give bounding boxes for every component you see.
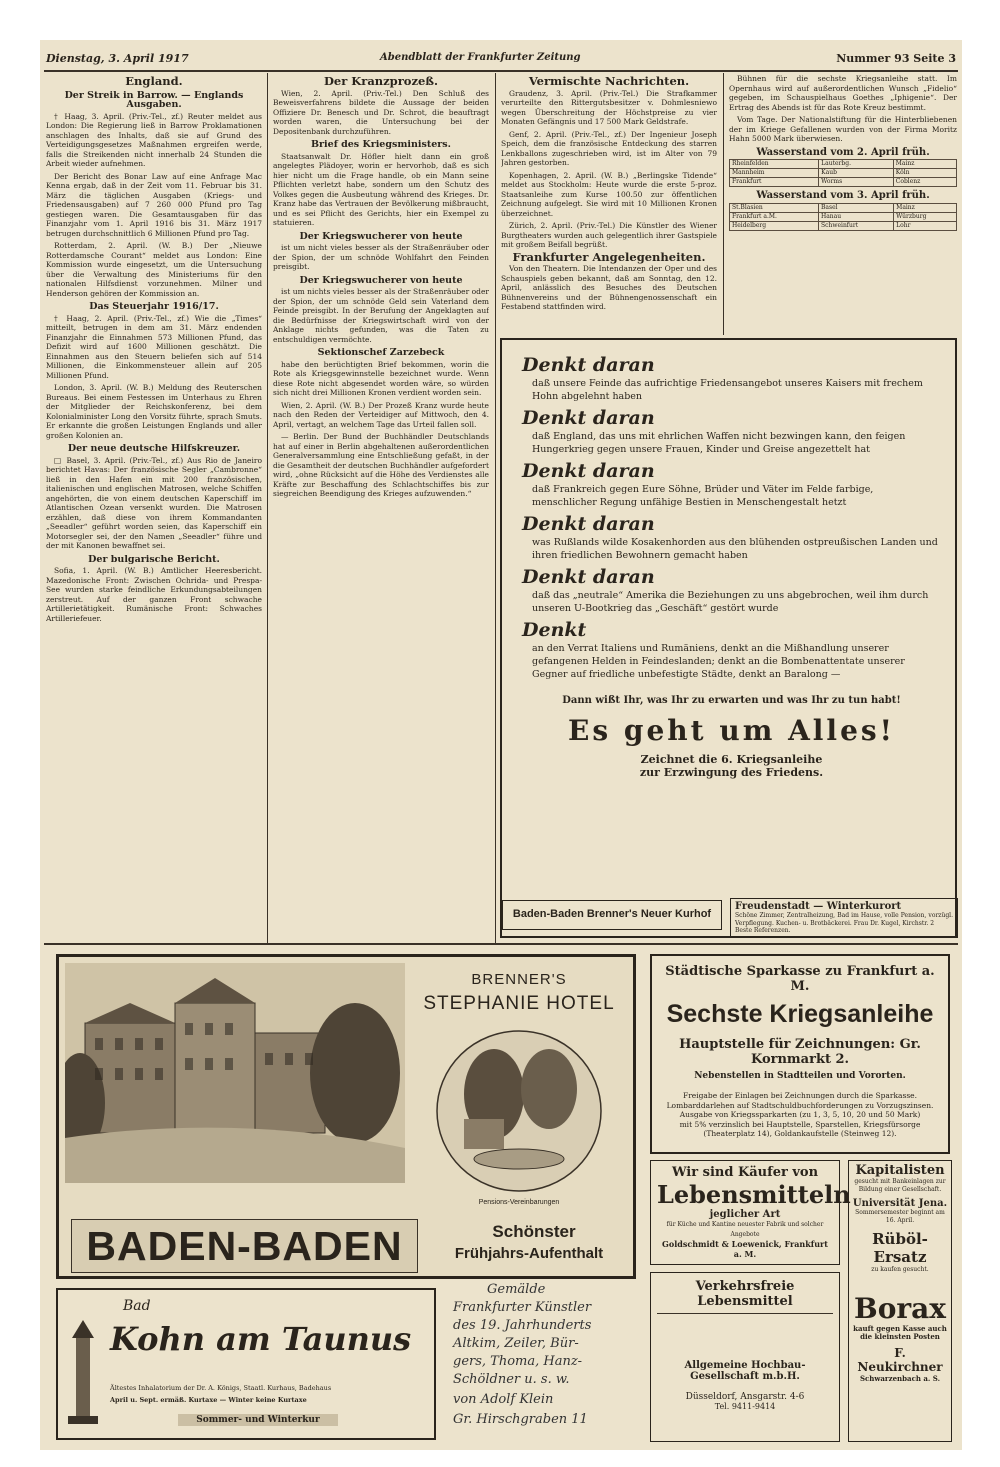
ad-fruehjahr: Frühjahrs-Aufenthalt (454, 1245, 604, 1262)
ad-freudenstadt-ref: Beste Referenzen. (735, 927, 791, 934)
handwritten-line: Schöldner u. s. w. (453, 1372, 570, 1387)
heading-wasserstand-2: Wasserstand vom 3. April früh. (756, 190, 930, 201)
heading-kriegswucherer: Der Kriegswucherer von heute (299, 230, 463, 242)
heading-brief: Brief des Kriegsministers. (311, 139, 451, 150)
heading-kranzprozess: Der Kranzprozeß. (323, 74, 439, 88)
table-cell: Basel (819, 203, 894, 212)
table-cell: Worms (819, 178, 894, 187)
article-paragraph: Genf, 2. April. (Priv.-Tel., zf.) Der Ingenieur Joseph Speich, dem die französische Entdeckung des starren Lenkballons zugeschrieben wird, ist im Alter von 79 Jahren gestorben. (501, 129, 717, 167)
heading-england: England. (125, 74, 183, 88)
ad-ruebol-text: zu kaufen gesucht. (871, 1266, 929, 1273)
handwritten-line: gers, Thoma, Hanz- (453, 1354, 583, 1369)
heading-frankfurter: Frankfurter Angelegenheiten. (512, 249, 706, 264)
ad-freudenstadt-title: Freudenstadt — Winterkurort (735, 901, 902, 912)
ad-kapitalisten-text: gesucht mit Bankeinlagen zur Bildung einer Gesellschaft. (854, 1178, 946, 1193)
ad-verkehrsfrei-address: Düsseldorf, Ansgarstr. 4-6 (685, 1392, 805, 1402)
ad-kapitalisten: Kapitalisten (855, 1163, 945, 1178)
handwritten-line: Gemälde (487, 1282, 546, 1297)
column-kranzprozess (273, 74, 489, 934)
handwritten-line: Altkim, Zeiler, Bür- (453, 1336, 579, 1351)
garden-illustration (434, 1029, 604, 1194)
newspaper-page (40, 40, 962, 1450)
article-paragraph: Wien, 2. April. (Priv.-Tel.) Den Schluß des Beweisverfahrens bildete die Aussage der beiden Offiziere Dr. Benesch und Dr. Schrot, die beauftragt worden waren, die Untersuchung bei der Depositenbank durchzuführen. (273, 88, 489, 136)
ad-freudenstadt (730, 898, 958, 938)
article-paragraph: Wien, 2. April. (W. B.) Der Prozeß Kranz wurde heute nach den Reden der Verteidiger auf Mittwoch, den 4. April, vertagt, an welchem Tage das Urteil fallen soll. (273, 400, 489, 429)
ad-verkehrsfrei-company: Allgemeine Hochbau-Gesellschaft m.b.H. (684, 1360, 806, 1382)
table-cell: St.Blasien (730, 203, 819, 212)
ad-text: an den Verrat Italiens und Rumäniens, denkt an die Mißhandlung unserer gefangenen Helden in Feindeslanden; denkt an die Bombenattentate unserer Gegner auf friedliche unbefestigte Städte, denkt an Baralong — (532, 643, 905, 680)
ad-heading: Denkt daran (522, 460, 655, 482)
header-rule (44, 70, 958, 72)
ad-kohn-bad: Bad (123, 1298, 151, 1314)
handwritten-line: des 19. Jahrhunderts (453, 1318, 592, 1333)
table-cell: Heidelberg (730, 221, 819, 230)
ad-brenner-text: Baden-Baden Brenner's Neuer Kurhof (512, 908, 712, 920)
heading-bulgarisch: Der bulgarische Bericht. (88, 553, 220, 565)
ad-sparkasse-headline: Sechste Kriegsanleihe (666, 1000, 934, 1028)
heading-vermischte: Vermischte Nachrichten. (528, 74, 690, 88)
column-vermischtes (501, 74, 717, 332)
heading-sektionschef: Sektionschef Zarzebeck (317, 347, 445, 358)
article-paragraph: Graudenz, 3. April. (Priv.-Tel.) Die Strafkammer verurteilte den Rittergutsbesitzer v. Dohmlesniewo wegen Überschreitung der Höchstpreise zu vier Monaten Gefängnis und 17 500 Mark Geldstrafe. (501, 88, 717, 126)
ad-heading: Denkt (522, 619, 587, 641)
table-cell: Mainz (894, 203, 957, 212)
ad-sparkasse-line: Freigabe der Einlagen bei Zeichnungen durch die Sparkasse. (683, 1091, 917, 1100)
ad-sparkasse-line: Lombarddarlehen auf Stadtschuldbuchforderungen zu Vorzugszinsen. (666, 1100, 934, 1110)
ad-then: Dann wißt Ihr, was Ihr zu erwarten und was Ihr zu tun habt! (562, 695, 901, 706)
article-paragraph: □ Basel, 3. April. (Priv.-Tel., zf.) Aus Rio de Janeiro berichtet Havas: Der französische Segler „Cambronne“ ließ in den Hafen ein mit 200 französischen, italienischen und englischen Matrosen, welche Schiffen angehörten, die von einem deutschen Kaperschiff im Atlantischen Ozean versenkt wurden. Die Matrosen erzählen, daß diese von ihrem Kommandanten „Seeadler“ geführt worden seien, das Kaperschiff ein Motorsegler sei, der den Namen „Seeadler“ führe und der mit Kanonen bewaffnet sei. (46, 455, 262, 550)
ad-lebensmittel-line: jeglicher Art (709, 1209, 781, 1220)
table-cell: Mannheim (730, 169, 819, 178)
ad-text: daß unsere Feinde das aufrichtige Friedensangebot unseres Kaisers mit frechem Hohn abgelehnt haben (532, 378, 923, 402)
table-cell: Frankfurt (730, 178, 819, 187)
table-cell: Rheinfelden (730, 160, 819, 169)
ad-verkehrsfrei (650, 1272, 840, 1442)
ad-pension: Pensions-Vereinbarungen (478, 1199, 560, 1206)
ad-text: daß England, das uns mit ehrlichen Waffen nicht bezwingen kann, den feigen Hungerkrieg gegen unsere Frauen, Kinder und Greise angezettelt hat (532, 431, 906, 455)
ad-schoenster: Schönster (492, 1222, 576, 1241)
water-level-table-1 (729, 159, 957, 187)
article-paragraph: Von den Theatern. Die Intendanzen der Oper und des Schauspiels geben bekannt, daß am Sonntag, den 12. April, anlässlich des Besuches des Deutschen Bühnenvereins und der Bühnengenossenschaft ein Festabend stattfinden wird. (501, 264, 717, 311)
article-paragraph: Kopenhagen, 2. April. (W. B.) „Berlingske Tidende“ meldet aus Stockholm: Heute wurde die erste 5-proz. Staatsanleihe zum Kurse 100.50 zur öffentlichen Zeichnung aufgelegt. Sie wird mit 10 Millionen Kronen überzeichnet. (501, 170, 717, 218)
heading-kriegswucherer-2: Der Kriegswucherer von heute (299, 274, 463, 286)
ad-verkehrsfrei-title: Verkehrsfreie Lebensmittel (657, 1279, 833, 1314)
ad-sparkasse-title: Städtische Sparkasse zu Frankfurt a. M. (665, 964, 935, 994)
table-cell: Hanau (819, 212, 894, 221)
tower-illustration (66, 1318, 100, 1428)
handwritten-line: Gr. Hirschgraben 11 (453, 1412, 588, 1427)
article-paragraph: ist um nichts vieles besser als der Straßenräuber oder der Spion, der um schnöde Geld sein Vaterland dem Feinde preisgibt. In der Berufung der Angeklagten auf die Bedürfnisse der Kriegswirtschaft wird von der Anklage nichts gefunden, was die Taten zu entschuldigen vermöchte. (273, 287, 489, 344)
table-cell: Coblenz (893, 178, 956, 187)
article-paragraph: Bühnen für die sechste Kriegsanleihe statt. Im Opernhaus wird auf außerordentlichen Wunsch „Fidelio“ gegeben, im Schauspielhaus Goethes „Iphigenie“. Der Ertrag des Abends ist für das Rote Kreuz bestimmt. (729, 74, 957, 112)
ad-baden-title: BADEN-BADEN (71, 1219, 418, 1273)
article-paragraph: Vom Tage. Der Nationalstiftung für die Hinterbliebenen der im Kriege Gefallenen wurden von der Firma Moritz Hahn 5000 Mark überwiesen. (729, 115, 957, 143)
article-paragraph: habe den berüchtigten Brief bekommen, worin die Rote als Kriegsgewinnstelle bezeichnet wurde. Wenn diese Rote nicht abgesendet worden wäre, so würden sich nicht drei Millionen Kronen verdient worden sein. (273, 359, 489, 397)
header-date: Dienstag, 3. April 1917 (46, 52, 189, 65)
heading-wasserstand-1: Wasserstand vom 2. April früh. (756, 146, 930, 158)
column-divider (495, 73, 496, 943)
ad-lebensmittel-firm: Goldschmidt & Loewenick, Frankfurt a. M. (662, 1239, 828, 1259)
ad-borax-place: Schwarzenbach a. S. (859, 1373, 941, 1383)
ad-stephanie-hotel: STEPHANIE HOTEL (423, 993, 615, 1014)
hotel-illustration (65, 963, 405, 1183)
ad-sign-2: zur Erzwingung des Friedens. (639, 766, 824, 779)
table-cell: Mainz (893, 160, 956, 169)
ad-lebensmittel-line: Wir sind Käufer von (671, 1165, 819, 1180)
ad-heading: Denkt daran (522, 407, 655, 429)
header-paper: Abendblatt der Frankfurter Zeitung (380, 52, 581, 63)
ad-borax: Borax (854, 1291, 946, 1325)
ad-brenners: BRENNER'S (471, 971, 567, 988)
table-cell: Frankfurt a.M. (730, 212, 819, 221)
ad-sparkasse-line: Ausgabe von Kriegssparkarten (zu 1, 3, 5, 10, 20 und 50 Mark) (679, 1110, 921, 1119)
article-paragraph: Sofia, 1. April. (W. B.) Amtlicher Heeresbericht. Mazedonische Front: Zwischen Ochrida- und Prespa-See wurden starke feindliche Erkundungsabteilungen zerstreut. Auf der ganzen Front schwache Artillerietätigkeit. Rumänische Front: Schwaches Artilleriefeuer. (46, 566, 262, 623)
table-cell: Köln (893, 169, 956, 178)
ad-borax-firm: F. Neukirchner (857, 1345, 943, 1374)
heading-streik: Der Streik in Barrow. — Englands Ausgaben. (64, 89, 244, 110)
column-theater-wasserstand (729, 74, 957, 332)
section-rule (44, 943, 958, 945)
ad-slogan: Es geht um Alles! (568, 714, 895, 747)
ad-kohn-text: Ältestes Inhalatorium der Dr. A. Königs, Staatl. Kurhaus, Badehaus (110, 1384, 332, 1392)
table-cell: Würzburg (894, 212, 957, 221)
heading-steuerjahr: Das Steuerjahr 1916/17. (89, 301, 219, 312)
handwritten-line: Frankfurter Künstler (453, 1300, 592, 1315)
ad-sign-1: Zeichnet die 6. Kriegsanleihe (640, 753, 823, 766)
article-paragraph: † Haag, 2. April. (Priv.-Tel., zf.) Wie die „Times“ mitteilt, betrugen in dem am 31. März endenden Finanzjahr die Einnahmen 573 Millionen Pfund, das Defizit wird auf 1600 Millionen geschätzt. Die Einnahmen aus den Steuern beliefen sich auf 514 Millionen, die Einkommensteuer allein auf 205 Millionen Pfund. (46, 313, 262, 380)
article-paragraph: Zürich, 2. April. (Priv.-Tel.) Die Künstler des Wiener Burgtheaters wurden auch gelegentlich ihrer Gastspiele mit großem Beifall begrüßt. (501, 221, 717, 249)
ad-heading: Denkt daran (522, 566, 655, 588)
article-paragraph: ist um nicht vieles besser als der Straßenräuber oder der Spion, der um schnöde Wohlfahrt den Feinden preisgibt. (273, 243, 489, 271)
ad-freudenstadt-text: Schöne Zimmer, Zentralheizung, Bad im Hause, volle Pension, vorzügl. Verpflegung. Kuchen- u. Brotbäckerei. Frau Dr. Kugel, Kirchstr. 2 (735, 912, 953, 927)
ad-borax-text: kauft gegen Kasse auch die kleinsten Posten (853, 1323, 947, 1341)
column-divider (267, 73, 268, 943)
handwritten-note (445, 1280, 645, 1440)
article-paragraph: Staatsanwalt Dr. Höfler hielt dann ein groß angelegtes Plädoyer, worin er hervorhob, daß es sich hier nicht um die Frage handle, ob ein Mann seine Pflichten verletzt habe, sondern um den Schutz des Volkes gegen die Ausbeutung während des Krieges. Dr. Kranz habe das Vertrauen der Bevölkerung mißbraucht, und es sei Pflicht des Gerichts, hier ein Exempel zu statuieren. (273, 151, 489, 227)
ad-sparkasse (650, 954, 950, 1154)
article-paragraph: London, 3. April. (W. B.) Meldung des Reuterschen Bureaus. Bei einem Festessen im Unterhaus zu Ehren der Mitglieder der Reichskonferenz, bei dem Kolonialminister Long den Vorsitz führte, sprach Smuts. Er erkannte die großen Leistungen Englands und aller großen Kolonien an. (46, 383, 262, 440)
water-level-table-2 (729, 203, 957, 231)
ad-kohn-kur: Sommer- und Winterkur (178, 1414, 338, 1426)
ad-heading: Denkt daran (522, 354, 655, 376)
ad-ruebol: Rüböl-Ersatz (872, 1230, 928, 1266)
ad-baden-baden (56, 954, 636, 1279)
ad-sparkasse-nebenstellen: Nebenstellen in Stadtteilen und Vororten. (694, 1071, 906, 1081)
ad-universitaet-text: Sommersemester beginnt am 16. April. (855, 1209, 945, 1224)
table-cell: Lauterbg. (819, 160, 894, 169)
ad-denkt-daran (500, 338, 957, 938)
ad-brenner-kurhof (502, 900, 722, 930)
ad-lebensmittel (650, 1160, 851, 1265)
ad-bad-kohn (56, 1288, 436, 1440)
ad-sparkasse-line: mit 5% verzinslich bei Hauptstelle, Sparstellen, Kriegsfürsorge (Theaterplatz 14), Goldankaufstelle (Steinweg 12). (679, 1119, 921, 1138)
column-divider (723, 73, 724, 335)
table-cell: Schweinfurt (819, 221, 894, 230)
ad-text: was Rußlands wilde Kosakenhorden aus den blühenden ostpreußischen Landen und ihren friedlichen Bewohnern gemacht haben (532, 537, 938, 561)
ad-heading: Denkt daran (522, 513, 655, 535)
table-cell: Kaub (819, 169, 894, 178)
ad-sparkasse-hauptstelle: Hauptstelle für Zeichnungen: Gr. Kornmarkt 2. (679, 1037, 921, 1067)
ad-kohn-text: April u. Sept. ermäß. Kurtaxe — Winter keine Kurtaxe (110, 1396, 307, 1404)
table-cell: Lohr (894, 221, 957, 230)
ad-universitaet: Universität Jena. (852, 1198, 948, 1209)
article-paragraph: Rotterdam, 2. April. (W. B.) Der „Nieuwe Rotterdamsche Courant“ meldet aus London: Eine Kommission wurde eingesetzt, um die Untersuchung über die Verwaltung des Ministeriums für den nationalen Hilfsdienst vorzunehmen. Milner und Henderson gehören der Kommission an. (46, 241, 262, 298)
column-england (46, 74, 262, 934)
ad-kohn-name: Kohn am Taunus (110, 1320, 412, 1358)
ad-text: daß das „neutrale“ Amerika die Beziehungen zu uns abgebrochen, weil ihm durch unseren U-Bootkrieg das „Geschäft“ gestört wurde (532, 590, 929, 614)
ad-right-column (848, 1160, 952, 1442)
ad-verkehrsfrei-phone: Tel. 9411-9414 (714, 1402, 776, 1411)
article-paragraph: Der Bericht des Bonar Law auf eine Anfrage Mac Kenna ergab, daß in der Zeit vom 11. Februar bis 31. März die täglichen Ausgaben (Kriegs- und Friedensausgaben) auf 7 260 000 Pfund pro Tag gestiegen waren. Die Gesamtausgaben für das Finanzjahr vom 1. April 1916 bis 31. März 1917 betrugen durchschnittlich 6 Millionen Pfund pro Tag. (46, 171, 262, 238)
ad-lebensmittel-big: Lebensmitteln (657, 1180, 851, 1209)
handwritten-line: von Adolf Klein (453, 1392, 554, 1407)
ad-lebensmittel-line: für Küche und Kantine neuester Fabrik und solcher Angebote (666, 1221, 824, 1238)
heading-hilfskreuzer: Der neue deutsche Hilfskreuzer. (67, 443, 241, 454)
article-paragraph: † Haag, 3. April. (Priv.-Tel., zf.) Reuter meldet aus London: Die Regierung ließ in Barrow Proklamationen anschlagen des Inhalts, daß sie auf Grund des Verteidigungsgesetzes Maßnahmen ergreifen werde, falls die Streikenden nicht innerhalb 24 Stunden die Arbeit wieder aufnehmen. (46, 111, 262, 168)
ad-text: daß Frankreich gegen Eure Söhne, Brüder und Väter im Felde farbige, menschlicher Regung unfähige Bestien in Menschengestalt hetzt (532, 484, 874, 508)
article-paragraph: — Berlin. Der Bund der Buchhändler Deutschlands hat auf einer in Berlin abgehaltenen außerordentlichen Generalversammlung eine Entschließung gefaßt, in der die Gesamtheit der deutschen Buchhändler aufgefordert wird, „ohne Rücksicht auf die Höhe des Verdienstes alle Kräfte zur Beschaffung des Schlachtschiffes bis zur siegreichen Beendigung des Krieges aufzuwenden.“ (273, 432, 489, 498)
header-page-number: Nummer 93 Seite 3 (836, 52, 956, 65)
